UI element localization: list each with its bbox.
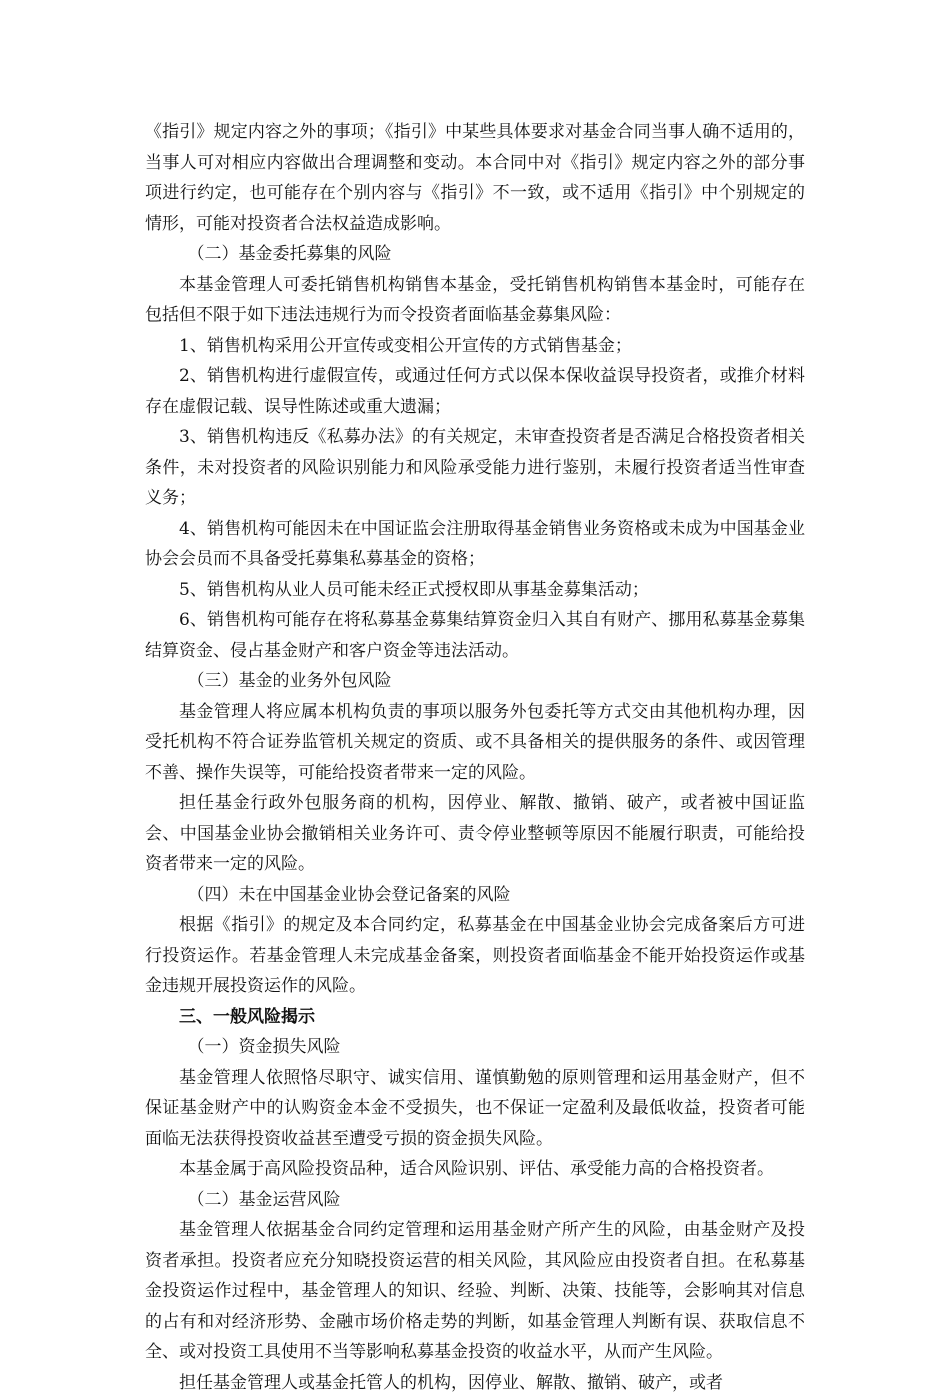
paragraph: 本基金属于高风险投资品种，适合风险识别、评估、承受能力高的合格投资者。 [145,1154,805,1185]
paragraph-continuation: 《指引》规定内容之外的事项；《指引》中某些具体要求对基金合同当事人确不适用的，当事人可对相应内容做出合理调整和变动。本合同中对《指引》规定内容之外的部分事项进行约定，也可能存在个别内容与《指引》不一致，或不适用《指引》中个别规定的情形，可能对投资者合法权益造成影响。 [145,117,805,239]
subheading-operation-risk: （二）基金运营风险 [145,1185,805,1216]
subheading-outsourcing-risk: （三）基金的业务外包风险 [145,666,805,697]
subheading-entrusted-fundraising-risk: （二）基金委托募集的风险 [145,239,805,270]
paragraph: 根据《指引》的规定及本合同约定，私募基金在中国基金业协会完成备案后方可进行投资运作。若基金管理人未完成基金备案，则投资者面临基金不能开始投资运作或基金违规开展投资运作的风险。 [145,910,805,1002]
list-item: 1、销售机构采用公开宣传或变相公开宣传的方式销售基金； [145,331,805,362]
paragraph: 担任基金行政外包服务商的机构，因停业、解散、撤销、破产，或者被中国证监会、中国基金业协会撤销相关业务许可、责令停业整顿等原因不能履行职责，可能给投资者带来一定的风险。 [145,788,805,880]
paragraph: 本基金管理人可委托销售机构销售本基金，受托销售机构销售本基金时，可能存在包括但不限于如下违法违规行为而令投资者面临基金募集风险： [145,270,805,331]
list-item: 4、销售机构可能因未在中国证监会注册取得基金销售业务资格或未成为中国基金业协会会员而不具备受托募集私募基金的资格； [145,514,805,575]
list-item: 3、销售机构违反《私募办法》的有关规定，未审查投资者是否满足合格投资者相关条件，未对投资者的风险识别能力和风险承受能力进行鉴别，未履行投资者适当性审查义务； [145,422,805,514]
paragraph: 担任基金管理人或基金托管人的机构，因停业、解散、撤销、破产，或者 [145,1368,805,1398]
paragraph: 基金管理人依据基金合同约定管理和运用基金财产所产生的风险，由基金财产及投资者承担。投资者应充分知晓投资运营的相关风险，其风险应由投资者自担。在私募基金投资运作过程中，基金管理人的知识、经验、判断、决策、技能等，会影响其对信息的占有和对经济形势、金融市场价格走势的判断，如基金管理人判断有误、获取信息不全、或对投资工具使用不当等影响私募基金投资的收益水平，从而产生风险。 [145,1215,805,1368]
paragraph: 基金管理人将应属本机构负责的事项以服务外包委托等方式交由其他机构办理，因受托机构不符合证券监管机关规定的资质、或不具备相关的提供服务的条件、或因管理不善、操作失误等，可能给投资者带来一定的风险。 [145,697,805,789]
paragraph: 基金管理人依照恪尽职守、诚实信用、谨慎勤勉的原则管理和运用基金财产，但不保证基金财产中的认购资金本金不受损失，也不保证一定盈利及最低收益，投资者可能面临无法获得投资收益甚至遭受亏损的资金损失风险。 [145,1063,805,1155]
list-item: 6、销售机构可能存在将私募基金募集结算资金归入其自有财产、挪用私募基金募集结算资金、侵占基金财产和客户资金等违法活动。 [145,605,805,666]
subheading-unregistered-risk: （四）未在中国基金业协会登记备案的风险 [145,880,805,911]
list-item: 5、销售机构从业人员可能未经正式授权即从事基金募集活动； [145,575,805,606]
subheading-capital-loss-risk: （一）资金损失风险 [145,1032,805,1063]
section-heading-general-risk: 三、一般风险揭示 [145,1002,805,1033]
list-item: 2、销售机构进行虚假宣传，或通过任何方式以保本保收益误导投资者，或推介材料存在虚假记载、误导性陈述或重大遗漏； [145,361,805,422]
document-page [145,117,805,1398]
